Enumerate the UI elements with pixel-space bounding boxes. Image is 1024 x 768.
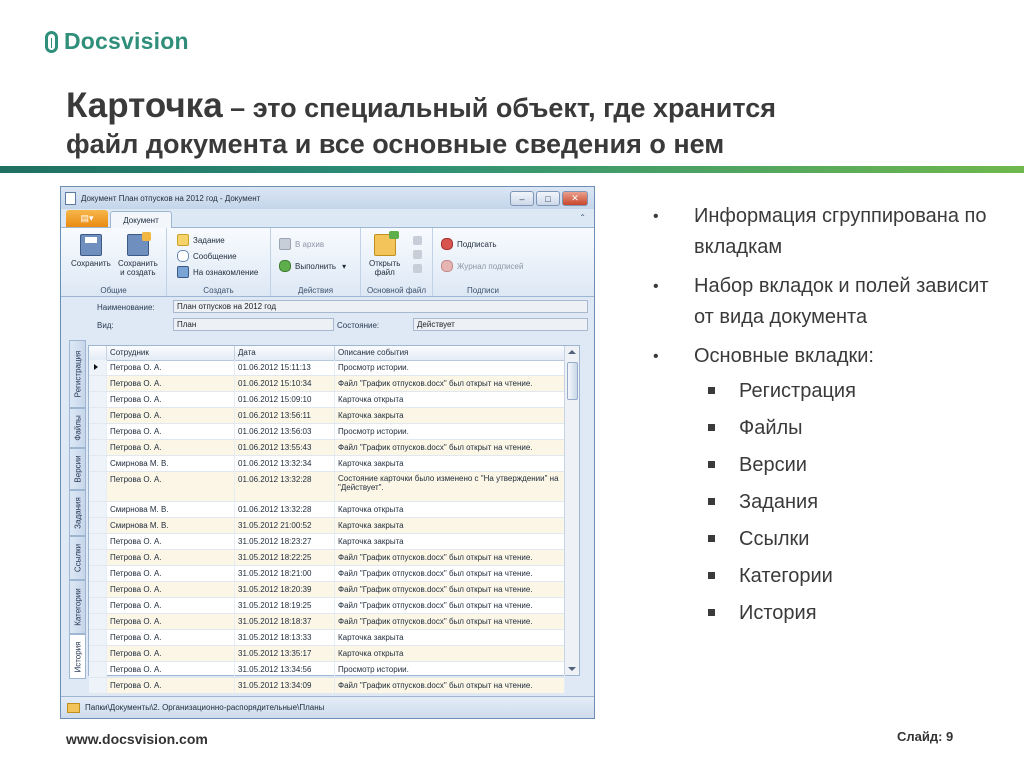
sub-bullet-text: Регистрация bbox=[739, 380, 856, 402]
window-titlebar[interactable] bbox=[61, 187, 594, 209]
cell-description: Карточка открыта bbox=[335, 502, 565, 517]
message-label: Сообщение bbox=[193, 251, 237, 261]
cell-employee: Петрова О. А. bbox=[107, 408, 235, 423]
row-selector[interactable] bbox=[89, 376, 107, 391]
table-row[interactable] bbox=[89, 678, 565, 694]
grid-header-selector bbox=[89, 346, 107, 360]
table-row[interactable] bbox=[89, 518, 565, 534]
group-actions-label: Действия bbox=[297, 286, 334, 295]
row-selector[interactable] bbox=[89, 582, 107, 597]
tab-links-label: Ссылки bbox=[73, 543, 82, 573]
cell-description: Файл "График отпусков.docx" был открыт на чтение. bbox=[335, 582, 565, 597]
cell-employee: Петрова О. А. bbox=[107, 678, 235, 693]
group-create-label: Создать bbox=[203, 286, 234, 295]
group-signatures-label: Подписи bbox=[467, 286, 499, 295]
card-fields bbox=[61, 297, 594, 337]
cell-employee: Петрова О. А. bbox=[107, 614, 235, 629]
sub-bullet-text: Версии bbox=[739, 454, 807, 476]
table-row[interactable] bbox=[89, 582, 565, 598]
cell-date: 01.06.2012 13:32:28 bbox=[235, 502, 335, 517]
window-title: Документ План отпусков на 2012 год - Документ bbox=[81, 193, 261, 203]
cell-date: 01.06.2012 15:09:10 bbox=[235, 392, 335, 407]
docsvision-logo bbox=[45, 28, 189, 55]
row-selector[interactable] bbox=[89, 518, 107, 533]
tab-categories[interactable] bbox=[69, 580, 86, 634]
tab-registration-label: Регистрация bbox=[73, 350, 82, 398]
scroll-up-icon[interactable] bbox=[568, 350, 576, 354]
cell-date: 31.05.2012 18:13:33 bbox=[235, 630, 335, 645]
table-row[interactable] bbox=[89, 534, 565, 550]
folder-icon bbox=[67, 703, 80, 713]
tab-files[interactable] bbox=[69, 408, 86, 448]
group-main-file-label: Основной файл bbox=[366, 286, 427, 295]
table-row[interactable] bbox=[89, 440, 565, 456]
document-icon bbox=[65, 192, 76, 205]
title-line-2: файл документа и все основные сведения о нем bbox=[66, 129, 725, 159]
cell-description: Файл "График отпусков.docx" был открыт на чтение. bbox=[335, 566, 565, 581]
cell-date: 31.05.2012 13:34:09 bbox=[235, 678, 335, 693]
application-menu-button[interactable]: ▤▾ bbox=[66, 210, 108, 227]
cell-employee: Петрова О. А. bbox=[107, 646, 235, 661]
row-selector[interactable] bbox=[89, 472, 107, 501]
cell-employee: Петрова О. А. bbox=[107, 598, 235, 613]
grid-rows bbox=[89, 360, 565, 694]
name-field[interactable]: План отпусков на 2012 год bbox=[173, 300, 588, 313]
save-and-create-button[interactable] bbox=[118, 234, 158, 277]
cell-employee: Петрова О. А. bbox=[107, 440, 235, 455]
cell-description: Просмотр истории. bbox=[335, 424, 565, 439]
bullet-text-2: Набор вкладок и полей зависит от вида документа bbox=[694, 275, 989, 328]
row-selector[interactable] bbox=[89, 662, 107, 677]
message-icon bbox=[177, 250, 189, 262]
bullet-item: • Информация сгруппирована по вкладкам bbox=[653, 205, 987, 258]
kind-field[interactable]: План bbox=[173, 318, 334, 331]
execute-icon bbox=[279, 260, 291, 272]
table-row[interactable] bbox=[89, 376, 565, 392]
row-selector[interactable] bbox=[89, 424, 107, 439]
row-selector[interactable] bbox=[89, 408, 107, 423]
row-selector[interactable] bbox=[89, 678, 107, 693]
tab-versions[interactable] bbox=[69, 448, 86, 490]
row-selector[interactable] bbox=[89, 646, 107, 661]
current-row-pointer-icon bbox=[94, 364, 98, 370]
row-selector[interactable] bbox=[89, 534, 107, 549]
group-create bbox=[167, 228, 271, 296]
row-selector[interactable] bbox=[89, 502, 107, 517]
table-row[interactable] bbox=[89, 472, 565, 502]
grid-scrollbar[interactable] bbox=[564, 346, 579, 675]
table-row[interactable] bbox=[89, 646, 565, 662]
cell-employee: Смирнова М. В. bbox=[107, 456, 235, 471]
cell-date: 31.05.2012 18:21:00 bbox=[235, 566, 335, 581]
cell-date: 31.05.2012 18:19:25 bbox=[235, 598, 335, 613]
name-label: Наименование: bbox=[97, 303, 155, 312]
task-icon bbox=[177, 234, 189, 246]
cell-date: 31.05.2012 18:22:25 bbox=[235, 550, 335, 565]
signature-journal-label: Журнал подписей bbox=[457, 261, 524, 271]
cell-employee: Петрова О. А. bbox=[107, 534, 235, 549]
maximize-button[interactable]: □ bbox=[536, 191, 560, 206]
title-rest: – это специальный объект, где хранится bbox=[222, 93, 777, 123]
sub-bullet-text: Задания bbox=[739, 491, 819, 513]
footer-url: www.docsvision.com bbox=[66, 731, 208, 747]
row-selector[interactable] bbox=[89, 614, 107, 629]
row-selector[interactable] bbox=[89, 440, 107, 455]
cell-employee: Петрова О. А. bbox=[107, 472, 235, 501]
cell-description: Состояние карточки было изменено с "На утверждении" на "Действует". bbox=[335, 472, 565, 501]
cell-description: Карточка закрыта bbox=[335, 518, 565, 533]
row-selector[interactable] bbox=[89, 550, 107, 565]
execute-button[interactable] bbox=[279, 260, 346, 272]
group-actions bbox=[271, 228, 361, 296]
cell-description: Файл "График отпусков.docx" был открыт на чтение. bbox=[335, 550, 565, 565]
cell-date: 01.06.2012 13:32:34 bbox=[235, 456, 335, 471]
review-button[interactable] bbox=[177, 266, 258, 278]
cell-date: 31.05.2012 13:34:56 bbox=[235, 662, 335, 677]
cell-employee: Петрова О. А. bbox=[107, 392, 235, 407]
table-row[interactable] bbox=[89, 424, 565, 440]
cell-employee: Петрова О. А. bbox=[107, 582, 235, 597]
tab-tasks[interactable] bbox=[69, 490, 86, 536]
cell-description: Просмотр истории. bbox=[335, 360, 565, 375]
message-button[interactable] bbox=[177, 250, 237, 262]
group-general-label: Общие bbox=[100, 286, 127, 295]
cell-employee: Петрова О. А. bbox=[107, 566, 235, 581]
tab-files-label: Файлы bbox=[73, 415, 82, 441]
history-grid bbox=[88, 345, 580, 690]
cell-date: 01.06.2012 15:11:13 bbox=[235, 360, 335, 375]
cell-description: Карточка открыта bbox=[335, 646, 565, 661]
cell-date: 31.05.2012 18:23:27 bbox=[235, 534, 335, 549]
table-row[interactable] bbox=[89, 360, 565, 376]
cell-employee: Петрова О. А. bbox=[107, 376, 235, 391]
save-and-create-icon bbox=[127, 234, 149, 256]
state-label: Состояние: bbox=[337, 321, 380, 330]
open-file-label-1: Открыть bbox=[369, 259, 401, 268]
review-label: На ознакомление bbox=[193, 267, 259, 277]
cell-date: 31.05.2012 13:35:17 bbox=[235, 646, 335, 661]
tab-links[interactable] bbox=[69, 536, 86, 580]
cell-description: Файл "График отпусков.docx" был открыт на чтение. bbox=[335, 614, 565, 629]
row-selector[interactable] bbox=[89, 392, 107, 407]
cell-date: 01.06.2012 13:56:11 bbox=[235, 408, 335, 423]
title-divider bbox=[0, 166, 1024, 173]
folder-path: Папки\Документы\2. Организационно-распорядительные\Планы bbox=[85, 703, 325, 712]
cell-date: 01.06.2012 13:32:28 bbox=[235, 472, 335, 501]
execute-label: Выполнить bbox=[295, 261, 337, 271]
bullet-item: • Набор вкладок и полей зависит от вида документа bbox=[653, 275, 989, 328]
table-row[interactable] bbox=[89, 662, 565, 678]
cell-date: 31.05.2012 18:20:39 bbox=[235, 582, 335, 597]
ribbon bbox=[61, 227, 594, 297]
cell-description: Карточка открыта bbox=[335, 392, 565, 407]
table-row[interactable] bbox=[89, 630, 565, 646]
tab-history[interactable] bbox=[69, 634, 86, 679]
cell-date: 01.06.2012 13:55:43 bbox=[235, 440, 335, 455]
row-selector[interactable] bbox=[89, 598, 107, 613]
state-field[interactable]: Действует bbox=[413, 318, 588, 331]
tab-versions-label: Версии bbox=[73, 455, 82, 483]
floppy-disk-icon bbox=[80, 234, 102, 256]
sub-bullet-item bbox=[653, 561, 993, 592]
sign-label: Подписать bbox=[457, 239, 497, 249]
archive-button[interactable] bbox=[279, 238, 324, 250]
tab-document[interactable]: Документ bbox=[110, 211, 172, 228]
row-selector[interactable] bbox=[89, 630, 107, 645]
file-refresh-icon[interactable] bbox=[413, 264, 422, 273]
tab-categories-label: Категории bbox=[73, 588, 82, 626]
save-button[interactable] bbox=[71, 234, 111, 268]
group-signatures bbox=[433, 228, 533, 296]
close-button[interactable]: ✕ bbox=[562, 191, 588, 206]
cell-description: Просмотр истории. bbox=[335, 662, 565, 677]
slide-title bbox=[66, 88, 906, 162]
tab-tasks-label: Задания bbox=[73, 497, 82, 529]
cell-employee: Петрова О. А. bbox=[107, 550, 235, 565]
sub-bullet-text: Категории bbox=[739, 565, 833, 587]
table-row[interactable] bbox=[89, 614, 565, 630]
save-label: Сохранить bbox=[71, 259, 111, 268]
open-file-button[interactable] bbox=[369, 234, 400, 277]
lock-icon[interactable] bbox=[413, 236, 422, 245]
cell-date: 01.06.2012 13:56:03 bbox=[235, 424, 335, 439]
bullet-list bbox=[653, 201, 993, 635]
signature-journal-icon bbox=[441, 260, 453, 272]
cell-description: Карточка закрыта bbox=[335, 630, 565, 645]
cell-description: Файл "График отпусков.docx" был открыт на чтение. bbox=[335, 598, 565, 613]
cell-description: Карточка закрыта bbox=[335, 456, 565, 471]
table-row[interactable] bbox=[89, 408, 565, 424]
table-row[interactable] bbox=[89, 502, 565, 518]
sub-bullet-item bbox=[653, 487, 993, 518]
status-bar bbox=[61, 696, 594, 718]
scroll-down-icon[interactable] bbox=[568, 667, 576, 671]
sub-bullet-text: История bbox=[739, 602, 817, 624]
table-row[interactable] bbox=[89, 456, 565, 472]
group-general bbox=[61, 228, 167, 296]
tab-registration[interactable] bbox=[69, 340, 86, 408]
sub-bullet-item bbox=[653, 450, 993, 481]
sub-bullet-text: Файлы bbox=[739, 417, 803, 439]
column-employee[interactable]: Сотрудник bbox=[107, 346, 235, 360]
sub-bullet-item bbox=[653, 376, 993, 407]
file-edit-icon[interactable] bbox=[413, 250, 422, 259]
table-row[interactable] bbox=[89, 392, 565, 408]
open-folder-icon bbox=[374, 234, 396, 256]
cell-description: Файл "График отпусков.docx" был открыт на чтение. bbox=[335, 376, 565, 391]
row-selector[interactable] bbox=[89, 360, 107, 375]
document-card-window bbox=[60, 186, 595, 719]
sign-icon bbox=[441, 238, 453, 250]
cell-description: Карточка закрыта bbox=[335, 408, 565, 423]
cell-date: 31.05.2012 21:00:52 bbox=[235, 518, 335, 533]
task-button[interactable] bbox=[177, 234, 225, 246]
open-file-label-2: файл bbox=[374, 268, 395, 277]
review-icon bbox=[177, 266, 189, 278]
scroll-thumb[interactable] bbox=[567, 362, 578, 400]
kind-label: Вид: bbox=[97, 321, 114, 330]
chevron-down-icon: ▾ bbox=[342, 261, 347, 271]
cell-employee: Петрова О. А. bbox=[107, 662, 235, 677]
cell-date: 31.05.2012 18:18:37 bbox=[235, 614, 335, 629]
archive-label: В архив bbox=[295, 239, 325, 249]
group-main-file bbox=[361, 228, 433, 296]
sub-bullet-item bbox=[653, 598, 993, 629]
sub-bullet-item bbox=[653, 413, 993, 444]
cell-employee: Петрова О. А. bbox=[107, 424, 235, 439]
sign-button[interactable] bbox=[441, 238, 497, 250]
sub-bullet-item bbox=[653, 524, 993, 555]
task-label: Задание bbox=[193, 235, 225, 245]
tab-history-label: История bbox=[73, 640, 82, 673]
save-create-label-1: Сохранить bbox=[118, 259, 158, 268]
slide-number: Слайд: 9 bbox=[897, 729, 954, 744]
sub-bullet-text: Ссылки bbox=[739, 528, 810, 550]
side-tabs bbox=[69, 340, 86, 679]
grid-header bbox=[89, 346, 565, 361]
row-selector[interactable] bbox=[89, 456, 107, 471]
table-row[interactable] bbox=[89, 598, 565, 614]
save-create-label-2: и создать bbox=[120, 268, 156, 277]
title-keyword: Карточка bbox=[66, 86, 223, 125]
cell-employee: Петрова О. А. bbox=[107, 360, 235, 375]
cell-date: 01.06.2012 15:10:34 bbox=[235, 376, 335, 391]
bullet-item: • Основные вкладки: bbox=[653, 345, 874, 367]
minimize-button[interactable]: – bbox=[510, 191, 534, 206]
cell-employee: Петрова О. А. bbox=[107, 630, 235, 645]
paperclip-icon bbox=[45, 31, 58, 53]
ribbon-collapse-icon[interactable]: ⌃ bbox=[579, 213, 586, 222]
cell-employee: Смирнова М. В. bbox=[107, 518, 235, 533]
cell-employee: Смирнова М. В. bbox=[107, 502, 235, 517]
bullet-text-3: Основные вкладки: bbox=[694, 345, 874, 367]
archive-icon bbox=[279, 238, 291, 250]
cell-description: Файл "График отпусков.docx" был открыт на чтение. bbox=[335, 440, 565, 455]
column-date[interactable]: Дата bbox=[235, 346, 335, 360]
signature-journal-button[interactable] bbox=[441, 260, 523, 272]
cell-description: Файл "График отпусков.docx" был открыт на чтение. bbox=[335, 678, 565, 693]
ribbon-tabs bbox=[61, 209, 594, 227]
logo-text: Docsvision bbox=[64, 28, 189, 54]
row-selector[interactable] bbox=[89, 566, 107, 581]
bullet-text-1: Информация сгруппирована по вкладкам bbox=[694, 205, 987, 258]
table-row[interactable] bbox=[89, 566, 565, 582]
table-row[interactable] bbox=[89, 550, 565, 566]
cell-description: Карточка закрыта bbox=[335, 534, 565, 549]
column-description[interactable]: Описание события bbox=[335, 346, 565, 360]
